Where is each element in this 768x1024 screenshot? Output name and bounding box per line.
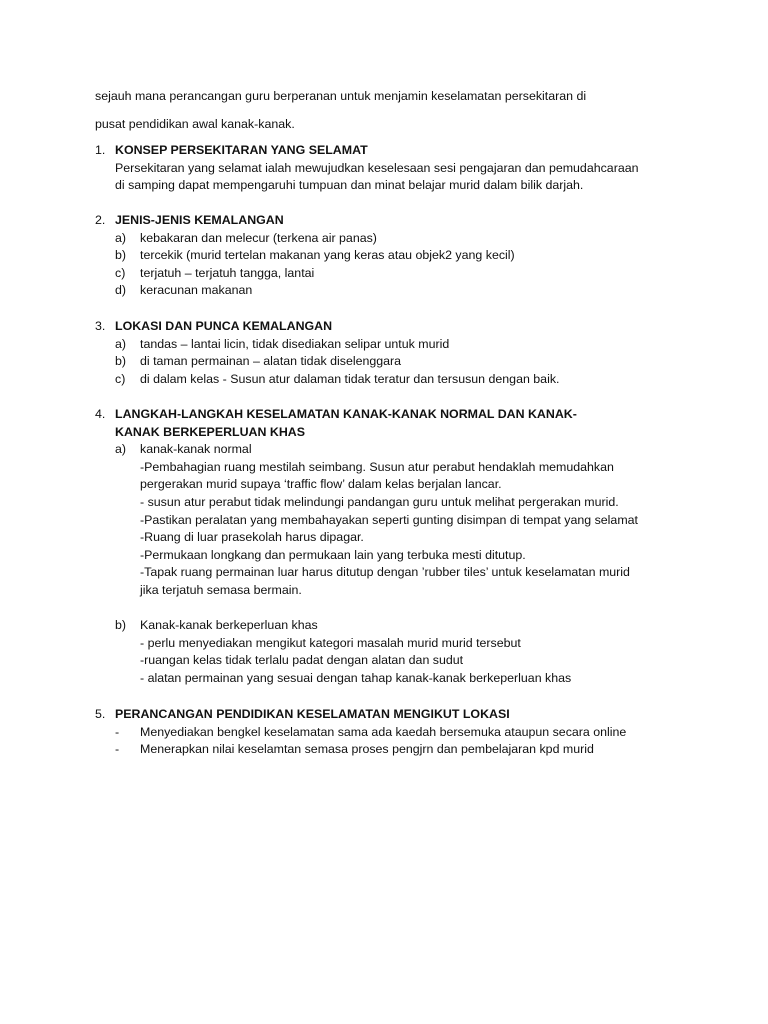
list-item-text: terjatuh – terjatuh tangga, lantai: [140, 265, 315, 280]
detail-line: -ruangan kelas tidak terlalu padat dengan alatan dan sudut: [140, 653, 464, 668]
section-number: 4.: [95, 407, 106, 421]
list-item-text: Menerapkan nilai keselamtan semasa proses pengjrn dan pembelajaran kpd murid: [140, 742, 594, 757]
detail-line: - alatan permainan yang sesuai dengan tahap kanak-kanak berkeperluan khas: [140, 670, 572, 685]
list-item-text: Menyediakan bengkel keselamatan sama ada kaedah bersemuka ataupun secara online: [140, 724, 627, 739]
section-2: [95, 212, 695, 300]
list-item: [115, 724, 695, 742]
section-number: 3.: [95, 319, 106, 333]
list-item: [115, 336, 695, 354]
detail-line: - susun atur perabut tidak melindungi pandangan guru untuk melihat pergerakan murid.: [140, 494, 619, 509]
section-paragraph-line: di samping dapat mempengaruhi tumpuan dan minat belajar murid dalam bilik darjah.: [115, 178, 584, 193]
list-marker: a): [115, 336, 127, 351]
section-3: [95, 318, 695, 388]
section-heading: LANGKAH-LANGKAH KESELAMATAN KANAK-KANAK NORMAL DAN KANAK-KANAK BERKEPERLUAN KHAS: [115, 407, 577, 439]
list-marker: b): [115, 248, 127, 263]
subsection-title: kanak-kanak normal: [140, 442, 252, 457]
section-1: [95, 142, 695, 195]
list-item-text: di taman permainan – alatan tidak diselenggara: [140, 354, 402, 369]
list-marker: c): [115, 371, 126, 386]
list-marker: a): [115, 230, 127, 245]
list-marker: b): [115, 354, 127, 369]
section-5: [95, 706, 695, 759]
subsection-title-row: [115, 441, 695, 459]
list-item-text: di dalam kelas - Susun atur dalaman tidak teratur dan tersusun dengan baik.: [140, 371, 560, 386]
list-item: [115, 247, 695, 265]
section-number: 1.: [95, 143, 106, 157]
spacer: [115, 600, 695, 618]
detail-line: -Tapak ruang permainan luar harus ditutup dengan ’rubber tiles’ untuk keselamatan murid: [140, 565, 630, 580]
list-marker: -: [115, 724, 120, 739]
section-heading: KONSEP PERSEKITARAN YANG SELAMAT: [115, 143, 368, 157]
section-number: 5.: [95, 707, 106, 721]
section-heading: PERANCANGAN PENDIDIKAN KESELAMATAN MENGIKUT LOKASI: [115, 707, 510, 721]
detail-line: -Pembahagian ruang mestilah seimbang. Susun atur perabut hendaklah memudahkan: [140, 459, 614, 474]
detail-line: - perlu menyediakan mengikut kategori masalah murid murid tersebut: [140, 635, 521, 650]
list-item: [115, 353, 695, 371]
detail-line: -Pastikan peralatan yang membahayakan seperti gunting disimpan di tempat yang selamat: [140, 512, 638, 527]
list-marker: -: [115, 742, 120, 757]
list-marker: c): [115, 265, 126, 280]
list-item-text: tandas – lantai licin, tidak disediakan selipar untuk murid: [140, 336, 450, 351]
list-item: [115, 741, 695, 759]
list-item: [115, 371, 695, 389]
list-item-text: kebakaran dan melecur (terkena air panas): [140, 230, 377, 245]
detail-line: -Permukaan longkang dan permukaan lain yang terbuka mesti ditutup.: [140, 547, 526, 562]
section-number: 2.: [95, 213, 106, 227]
detail-line: jika terjatuh semasa bermain.: [140, 582, 302, 597]
subsection-title-row: [115, 617, 695, 635]
intro-line-1: sejauh mana perancangan guru berperanan untuk menjamin keselamatan persekitaran di: [95, 89, 587, 103]
list-item-text: tercekik (murid tertelan makanan yang keras atau objek2 yang kecil): [140, 248, 515, 263]
section-heading: LOKASI DAN PUNCA KEMALANGAN: [115, 319, 333, 333]
list-marker: d): [115, 283, 127, 298]
section-paragraph-line: Persekitaran yang selamat ialah mewujudkan keselesaan sesi pengajaran dan pemudahcaraan: [115, 160, 639, 175]
list-item: [115, 282, 695, 300]
list-item: [115, 265, 695, 283]
list-marker: b): [115, 618, 127, 633]
subsection-title: Kanak-kanak berkeperluan khas: [140, 618, 318, 633]
section-4: [95, 406, 695, 688]
detail-line: -Ruang di luar prasekolah harus dipagar.: [140, 530, 364, 545]
list-marker: a): [115, 442, 127, 457]
intro-line-2: pusat pendidikan awal kanak-kanak.: [95, 117, 295, 131]
list-item-text: keracunan makanan: [140, 283, 253, 298]
section-heading: JENIS-JENIS KEMALANGAN: [115, 213, 284, 227]
list-item: [115, 230, 695, 248]
detail-line: pergerakan murid supaya ‘traffic flow’ dalam kelas berjalan lancar.: [140, 477, 502, 492]
